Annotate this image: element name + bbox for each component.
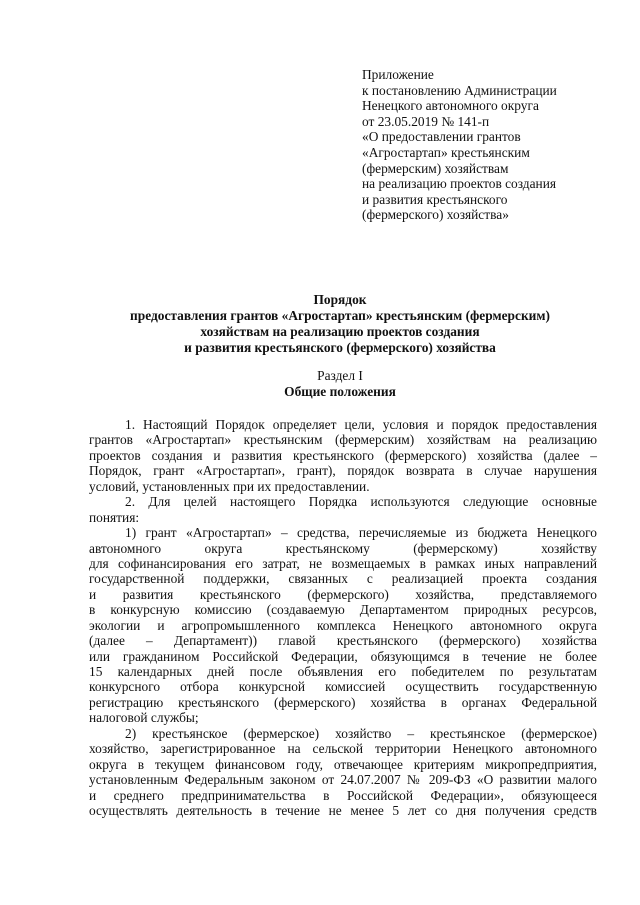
paragraph-line: экологии и агропромышленного комплекса Ненецкого автономного округа <box>89 617 597 633</box>
appendix-line: к постановлению Администрации <box>362 82 557 98</box>
paragraph-line: установленным Федеральным законом от 24.07.2007 № 209-ФЗ «О развитии малого <box>89 772 597 788</box>
paragraph-line: хозяйство, зарегистрированное на сельской территории Ненецкого автономного <box>89 741 597 757</box>
document-title <box>80 292 600 356</box>
paragraph-line: 2. Для целей настоящего Порядка используются следующие основные <box>125 494 597 510</box>
title-line: Порядок <box>313 292 367 307</box>
title-line: хозяйствам на реализацию проектов создания <box>200 324 480 339</box>
paragraph-line: 2) крестьянское (фермерское) хозяйство – крестьянское (фермерское) <box>125 725 597 741</box>
appendix-line: от 23.05.2019 № 141-п <box>362 113 490 129</box>
paragraph-line: автономного округа крестьянскому (фермерскому) хозяйству <box>89 540 597 556</box>
paragraph-line: 1) грант «Агростартап» – средства, перечисляемые из бюджета Ненецкого <box>125 525 597 541</box>
section-heading: Общие положения <box>284 384 396 399</box>
paragraph-line: или гражданином Российской Федерации, обязующимся в течение не более <box>89 648 597 664</box>
paragraph-line: округа в текущем финансовом году, отвечающее критериям микропредприятия, <box>89 756 597 772</box>
paragraph-line: Порядок, грант «Агростартап», грант), порядок возврата в случае нарушения <box>89 463 597 479</box>
appendix-line: «Агростартап» крестьянским <box>362 144 530 160</box>
paragraph-line: 15 календарных дней после объявления его победителем по результатам <box>89 664 597 679</box>
paragraph-line: грантов «Агростартап» крестьянским (фермерским) хозяйствам на реализацию <box>89 432 597 448</box>
paragraph-line: конкурсного отбора конкурсной комиссией осуществить государственную <box>89 679 597 695</box>
appendix-line: на реализацию проектов создания <box>362 176 557 192</box>
paragraph-line: условий, установленных при их предоставлении. <box>89 478 370 494</box>
paragraph-line: и среднего предпринимательства в Российской Федерации», обязующееся <box>89 787 597 803</box>
paragraph-line: проектов создания и развития крестьянского (фермерского) хозяйства (далее – <box>89 447 597 463</box>
paragraph-line: налоговой службы; <box>89 710 199 726</box>
appendix-line: (фермерского) хозяйства» <box>362 207 509 223</box>
appendix-line: Приложение <box>362 67 434 82</box>
title-line: предоставления грантов «Агростартап» крестьянским (фермерским) <box>130 308 550 323</box>
appendix-line: и развития крестьянского <box>362 191 508 207</box>
section-number: Раздел I <box>317 368 363 383</box>
paragraph-line: регистрацию крестьянского (фермерского) хозяйства в органах Федеральной <box>89 694 597 710</box>
paragraph-line: осуществлять деятельность в течение не менее 5 лет со дня получения средств <box>89 802 597 818</box>
appendix-note <box>362 67 612 223</box>
appendix-line: (фермерским) хозяйствам <box>362 160 509 176</box>
paragraph-line: (далее – Департамент)) главой крестьянского (фермерского) хозяйства <box>89 633 597 649</box>
section-header <box>80 368 600 400</box>
paragraph-line: и развития крестьянского (фермерского) хозяйства, представляемого <box>89 586 597 602</box>
paragraph-line: понятия: <box>89 509 140 525</box>
title-line: и развития крестьянского (фермерского) хозяйства <box>184 340 496 355</box>
paragraph-line: государственной поддержки, связанных с реализацией проекта создания <box>89 571 597 587</box>
appendix-line: «О предоставлении грантов <box>362 129 521 145</box>
paragraph-line: в конкурсную комиссию (создаваемую Департаментом природных ресурсов, <box>89 602 597 618</box>
body-text <box>89 417 597 818</box>
appendix-line: Ненецкого автономного округа <box>362 98 539 114</box>
paragraph-line: для софинансирования его затрат, не возмещаемых в рамках иных направлений <box>89 555 597 571</box>
paragraph-line: 1. Настоящий Порядок определяет цели, условия и порядок предоставления <box>125 417 597 432</box>
